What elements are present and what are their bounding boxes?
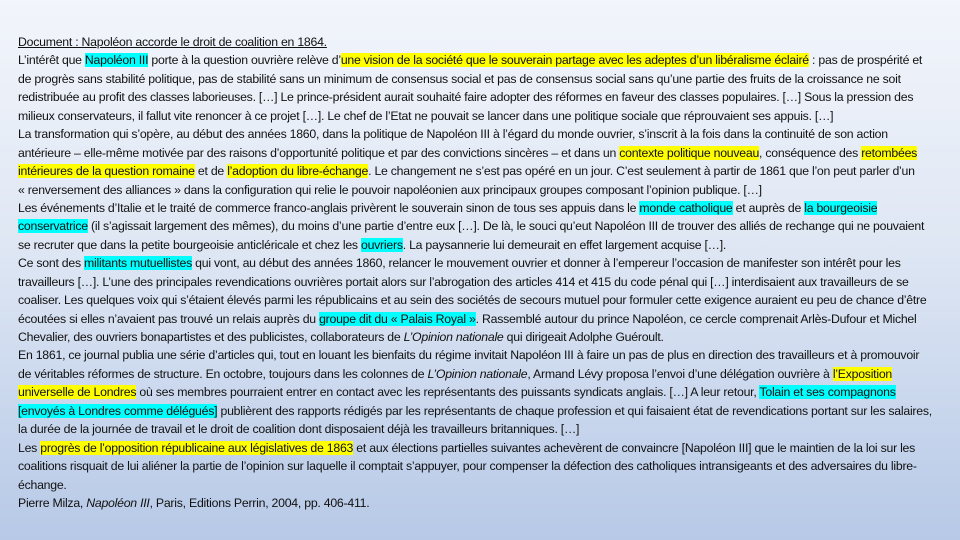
text-segment: de progrès sans stabilité politique, pas de stabilité sans un minimum de consensus social et pas de consensus social sans qu’une partie des fruits de la croissance ne soit (18, 71, 901, 86)
text-line (18, 254, 953, 272)
text-segment: porte à la question ouvrière relève d’ (148, 53, 341, 68)
text-segment: : pas de prospérité et (808, 53, 923, 68)
text-segment: . La paysannerie lui demeurait en effet largement acquise […]. (402, 237, 727, 252)
text-segment: la durée de la journée de travail et le droit de coalition dont disposaient déjà les travailleurs britanniques. […] (18, 422, 580, 437)
text-line (18, 420, 953, 438)
text-line (18, 107, 953, 125)
text-line (18, 236, 953, 254)
text-segment: de véritables réformes de structure. En octobre, toujours dans les colonnes de (18, 366, 428, 381)
highlight-yellow: intérieures de la question romaine (18, 164, 195, 179)
text-segment: et de (194, 164, 228, 179)
italic-title: L’Opinion nationale (403, 330, 504, 344)
text-line (18, 125, 953, 143)
text-line (18, 402, 953, 420)
highlight-cyan: Napoléon III (84, 53, 149, 68)
text-segment: Pierre Milza, (18, 495, 87, 510)
text-segment: coaliser. Les quelques voix qui s’étaient élevés parmi les républicains et au sein des sociétés de secours mutuel pour formuler cette exigence auraient eu peu de chance d’être (18, 293, 927, 308)
highlight-yellow: contexte politique nouveau (619, 145, 760, 160)
text-segment: milieux conservateurs, il fallut vite renoncer à ce projet […]. Le chef de l’Etat ne pouvait se lancer dans une politique sociale que réprouvaient ses appuis. […] (18, 108, 834, 123)
text-line (18, 365, 953, 383)
highlight-cyan: conservatrice (18, 219, 88, 234)
highlight-cyan: ouvriers (360, 237, 403, 252)
highlight-cyan: [envoyés à Londres comme délégués] (18, 403, 218, 418)
text-segment: (il s’agissait largement des mêmes), du moins d’une partie d’entre eux […]. De là, le souci qu’eut Napoléon III de trouver des alliés de rechange qui ne pouvaient (87, 219, 925, 234)
text-segment: et aux élections partielles suivantes achevèrent de convaincre [Napoléon III] que le maintien de la loi sur les (353, 440, 916, 455)
text-segment: , Armand Lévy proposa l’envoi d’une délégation ouvrière à (527, 366, 833, 381)
text-segment: se recruter que dans la petite bourgeoisie anticléricale et chez les (18, 237, 361, 252)
text-line (18, 291, 953, 309)
document-body (18, 51, 953, 512)
text-line (18, 88, 953, 106)
text-line (18, 383, 953, 401)
highlight-cyan: groupe dit du « Palais Royal » (319, 311, 476, 326)
text-line (18, 346, 953, 364)
text-segment: où ses membres pourraient entrer en contact avec les représentants des puissants syndicats anglais. […] A leur retour, (136, 385, 760, 400)
text-segment: redistribuée au profit des classes laborieuses. […] Le prince-président aurait souhaité faire adopter des réformes en faveur des classes populaires. […] Sous la pression des (18, 90, 914, 105)
highlight-yellow: universelle de Londres (18, 385, 137, 400)
highlight-cyan: Tolain et ses compagnons (759, 385, 896, 400)
text-line (18, 494, 953, 512)
italic-title: L’Opinion nationale (427, 366, 528, 381)
text-segment: antérieure – elle-même motivée par des raisons d’opportunité politique et par des convictions sincères – et dans un (18, 145, 620, 160)
text-segment: qui vont, au début des années 1860, relancer le mouvement ouvrier et donner à l’empereur l’occasion de manifester son intérêt pour les (192, 256, 901, 271)
text-segment: , Paris, Editions Perrin, 2004, pp. 406-411. (149, 495, 370, 510)
text-segment: En 1861, ce journal publia une série d’articles qui, tout en louant les bienfaits du régime invitait Napoléon III à faire un pas de plus en direction des travailleurs et à promouvoir (18, 348, 920, 363)
text-line (18, 476, 953, 494)
text-segment: Ce sont des (18, 256, 85, 271)
highlight-yellow: progrès de l’opposition républicaine aux législatives de 1863 (40, 440, 354, 455)
text-line (18, 457, 953, 475)
text-line (18, 310, 953, 328)
text-segment: « renversement des alliances » dans la configuration qui relie le pouvoir napoléonien aux principaux groupes composant l’opinion publique. […] (18, 182, 762, 197)
text-segment: . Rassemblé autour du prince Napoléon, ce cercle comprenait Arlès-Dufour et Michel (475, 311, 917, 326)
text-segment: coalitions risquait de lui aliéner la partie de l’opinion sur laquelle il comptait s’appuyer, pour compenser la défection des catholiques intransigeants et des adversaires du libre- (18, 459, 917, 474)
text-line (18, 70, 953, 88)
highlight-yellow: une vision de la société que le souverain partage avec les adeptes d’un libéralisme éclairé (340, 53, 809, 68)
text-segment: écoutées si elles n’avaient pas trouvé un relais auprès du (18, 311, 320, 326)
text-segment: , conséquence des (759, 145, 862, 160)
text-line (18, 144, 953, 162)
text-segment: Chevalier, des ouvriers bonapartistes et des publicistes, collaborateurs de (18, 330, 404, 344)
highlight-yellow: retombées (861, 145, 918, 160)
text-segment: échange. (18, 477, 67, 492)
text-segment: Les événements d’Italie et le traité de commerce franco-anglais privèrent le souverain sinon de tous ses appuis dans le (18, 200, 640, 215)
text-segment: Les (18, 440, 41, 455)
text-line (18, 162, 953, 180)
text-line (18, 217, 953, 235)
text-segment: publièrent des rapports rédigés par les représentants de chaque profession et qui faisaient état de revendications portant sur les salaires, (217, 403, 932, 418)
highlight-cyan: monde catholique (639, 200, 733, 215)
highlight-cyan: la bourgeoisie (804, 200, 878, 215)
text-segment: . Le changement ne s’est pas opéré en un jour. C’est seulement à partir de 1861 que l’on peut parler d’un (368, 164, 915, 179)
text-segment: La transformation qui s’opère, au début des années 1860, dans la politique de Napoléon III à l’égard du monde ouvrier, s’inscrit à la fois dans la continuité de son action (18, 127, 888, 142)
text-line (18, 273, 953, 291)
text-segment: L’intérêt que (18, 53, 85, 68)
text-segment: qui dirigeait Adolphe Guéroult. (503, 330, 664, 344)
text-line (18, 439, 953, 457)
text-line (18, 181, 953, 199)
document-text (18, 33, 953, 512)
highlight-cyan: militants mutuellistes (84, 256, 192, 271)
text-segment: travailleurs […]. L’une des principales revendications ouvrières portait alors sur l’abrogation des articles 414 et 415 du code pénal qui […] interdisaient aux travailleurs de se (18, 274, 909, 289)
text-line (18, 51, 953, 69)
document-title: Document : Napoléon accorde le droit de coalition en 1864. (18, 35, 327, 49)
highlight-yellow: l’Exposition (832, 366, 893, 381)
highlight-yellow: l’adoption du libre-échange (227, 164, 369, 179)
italic-title: Napoléon III (86, 495, 150, 510)
text-line (18, 328, 953, 346)
text-segment: et auprès de (732, 200, 805, 215)
text-line (18, 199, 953, 217)
